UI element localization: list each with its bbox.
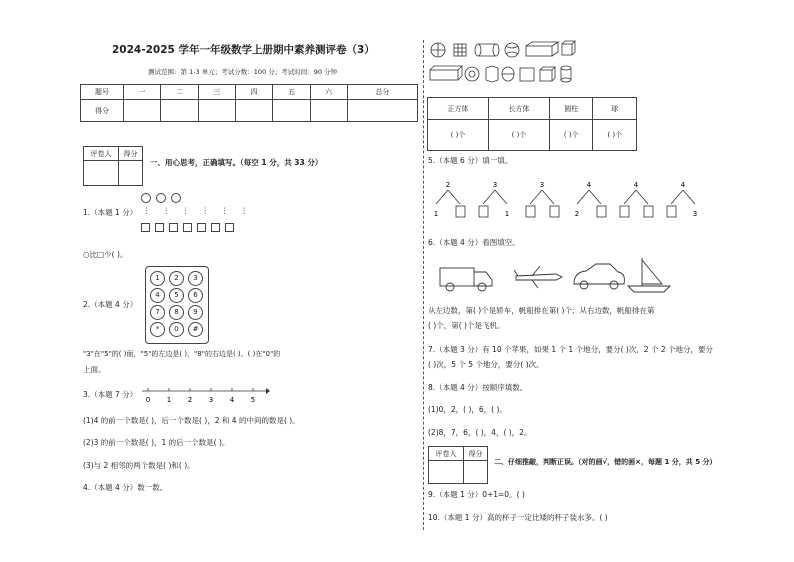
tree-leaf-box bbox=[667, 206, 676, 217]
shape-count-cell[interactable]: ( )个 bbox=[593, 120, 637, 151]
key: 1 bbox=[150, 271, 165, 286]
q8-line1: (1)0，2，( )，6，( )。 bbox=[428, 405, 507, 414]
score-header-cell: 总分 bbox=[347, 85, 417, 100]
tree-top-number: 4 bbox=[680, 181, 686, 189]
tree-branch bbox=[448, 190, 460, 204]
tree-branch bbox=[542, 190, 554, 204]
score-input[interactable] bbox=[464, 461, 488, 484]
number-bond-trees bbox=[428, 178, 718, 224]
grader-input[interactable] bbox=[84, 161, 119, 186]
score-header-cell: 二 bbox=[161, 85, 198, 100]
score-header-cell: 四 bbox=[235, 85, 272, 100]
page-title: 2024-2025 学年一年级数学上册期中素养测评卷（3） bbox=[112, 44, 375, 56]
q2-line1: "3"在"5"的( )面，"5"的左边是( )，"8"的右边是( )。( )在"0"的 bbox=[83, 350, 281, 358]
tree-leaf-box bbox=[456, 206, 465, 217]
tree-top-number: 3 bbox=[539, 181, 545, 189]
tree-top-number: 3 bbox=[492, 181, 498, 189]
grader-label: 评卷人 bbox=[429, 447, 464, 461]
q3-line2: (2)3 的前一个数是( )，1 的后一个数是( )。 bbox=[83, 438, 230, 447]
tree-branch bbox=[436, 190, 448, 204]
q7-line2: ( )次，5 个 5 个地分，要分( )次。 bbox=[428, 360, 544, 369]
score-input-cell[interactable] bbox=[161, 100, 198, 122]
q4-label: 4.（本题 4 分）数一数。 bbox=[83, 483, 168, 492]
tree-leaf-box bbox=[526, 206, 535, 217]
tree-top-number: 2 bbox=[445, 181, 451, 189]
q3-label: 3.（本题 7 分） bbox=[83, 390, 138, 399]
tree-top-number: 4 bbox=[586, 181, 592, 189]
shape-count-table bbox=[427, 97, 637, 151]
shape-count-cell[interactable]: ( )个 bbox=[550, 120, 593, 151]
tree-branch bbox=[530, 190, 542, 204]
score-input-cell[interactable] bbox=[273, 100, 310, 122]
score-header-cell: 六 bbox=[310, 85, 347, 100]
tick-label: 4 bbox=[229, 396, 235, 404]
score-header-cell: 题号 bbox=[81, 85, 124, 100]
score-table bbox=[80, 84, 418, 122]
q8-label: 8.（本题 4 分）按顺序填数。 bbox=[428, 383, 528, 392]
shape-header: 正方体 bbox=[428, 98, 489, 120]
tree-branch bbox=[495, 190, 507, 204]
q6-line2: ( )个，第( )个是飞机。 bbox=[428, 321, 505, 330]
shape-count-cell[interactable]: ( )个 bbox=[489, 120, 550, 151]
key: 0 bbox=[169, 322, 184, 337]
q1-label: 1.（本题 1 分） bbox=[83, 208, 138, 217]
number-line bbox=[140, 383, 270, 405]
grader-box-2 bbox=[428, 446, 488, 484]
tree-leaf-box bbox=[550, 206, 559, 217]
shape-header: 长方体 bbox=[489, 98, 550, 120]
column-divider bbox=[423, 40, 424, 530]
score-input-cell[interactable] bbox=[310, 100, 347, 122]
score-header-cell: 五 bbox=[273, 85, 310, 100]
q6-line1: 从左边数，第( )个是轿车，帆船排在第( )个；从右边数，帆船排在第 bbox=[428, 306, 655, 315]
shapes-illustration bbox=[428, 40, 578, 90]
q3-line1: (1)4 的前一个数是( )，后一个数是( )，2 和 4 的中间的数是( )。 bbox=[83, 416, 300, 425]
q5-label: 5.（本题 6 分）填一填。 bbox=[428, 156, 513, 165]
key: 2 bbox=[169, 271, 184, 286]
q1-answer: ○比□少( )。 bbox=[83, 250, 128, 259]
key: 3 bbox=[188, 271, 203, 286]
shape-count-cell[interactable]: ( )个 bbox=[428, 120, 489, 151]
score-label: 得分 bbox=[464, 447, 488, 461]
tree-branch bbox=[636, 190, 648, 204]
tree-leaf-number: 1 bbox=[504, 210, 510, 218]
q3-line3: (3)与 2 相邻的两个数是( )和( )。 bbox=[83, 461, 195, 470]
shape-header: 圆柱 bbox=[550, 98, 593, 120]
score-input-cell[interactable] bbox=[198, 100, 235, 122]
q10-text: 10.（本题 1 分）高的杯子一定比矮的杯子装水多。( ) bbox=[428, 513, 608, 522]
q8-line2: (2)8，7，6，( )，4，( )，2。 bbox=[428, 428, 532, 437]
score-label: 得分 bbox=[119, 147, 143, 161]
grader-label: 评卷人 bbox=[84, 147, 119, 161]
score-header-cell: 三 bbox=[198, 85, 235, 100]
grader-box bbox=[83, 146, 143, 186]
score-input[interactable] bbox=[119, 161, 143, 186]
tree-branch bbox=[624, 190, 636, 204]
tree-branch bbox=[671, 190, 683, 204]
section1-title: 一、用心思考，正确填写。（每空 1 分，共 33 分） bbox=[150, 158, 323, 167]
key: * bbox=[150, 322, 165, 337]
key: 4 bbox=[150, 288, 165, 303]
key: 8 bbox=[169, 305, 184, 320]
tree-branch bbox=[683, 190, 695, 204]
tree-leaf-box bbox=[597, 206, 606, 217]
score-input-cell[interactable] bbox=[235, 100, 272, 122]
key: 9 bbox=[188, 305, 203, 320]
q7-line1: 7.（本题 3 分）有 10 个苹果，如果 1 个 1 个地分，要分( )次，2 个 2 个地分，要分 bbox=[428, 345, 714, 354]
shape-header: 球 bbox=[593, 98, 637, 120]
tree-leaf-box bbox=[479, 206, 488, 217]
tree-top-number: 4 bbox=[633, 181, 639, 189]
tick-label: 1 bbox=[166, 396, 172, 404]
key: 5 bbox=[169, 288, 184, 303]
exam-info: 测试范围：第 1-3 单元；考试分数：100 分；考试时间：90 分钟 bbox=[148, 68, 338, 76]
score-label-cell: 得分 bbox=[81, 100, 124, 122]
key: # bbox=[188, 322, 203, 337]
q9-text: 9.（本题 1 分）0+1=0。( ) bbox=[428, 490, 525, 499]
tick-label: 2 bbox=[187, 396, 193, 404]
tick-label: 0 bbox=[145, 396, 151, 404]
tree-leaf-box bbox=[644, 206, 653, 217]
tree-leaf-number: 2 bbox=[574, 210, 580, 218]
tree-branch bbox=[577, 190, 589, 204]
key: 7 bbox=[150, 305, 165, 320]
tick-label: 5 bbox=[250, 396, 256, 404]
tick-label: 3 bbox=[208, 396, 214, 404]
tree-leaf-number: 3 bbox=[692, 210, 698, 218]
q2-label: 2.（本题 4 分） bbox=[83, 300, 138, 309]
q6-label: 6.（本题 4 分）看图填空。 bbox=[428, 238, 520, 247]
score-input-cell[interactable] bbox=[124, 100, 161, 122]
section2-title: 二、仔细推敲，判断正误。（对的画√，错的画×，每题 1 分，共 5 分） bbox=[494, 458, 717, 466]
tree-branch bbox=[589, 190, 601, 204]
q2-line2: 上面。 bbox=[83, 365, 106, 374]
vehicles-illustration bbox=[436, 256, 676, 296]
key: 6 bbox=[188, 288, 203, 303]
score-input-cell[interactable] bbox=[347, 100, 417, 122]
tree-leaf-box bbox=[620, 206, 629, 217]
tree-branch bbox=[483, 190, 495, 204]
tree-leaf-number: 1 bbox=[433, 210, 439, 218]
dots-row: ⋮⋮⋮⋮⋮⋮ bbox=[143, 206, 260, 215]
score-header-cell: 一 bbox=[124, 85, 161, 100]
grader-input[interactable] bbox=[429, 461, 464, 484]
